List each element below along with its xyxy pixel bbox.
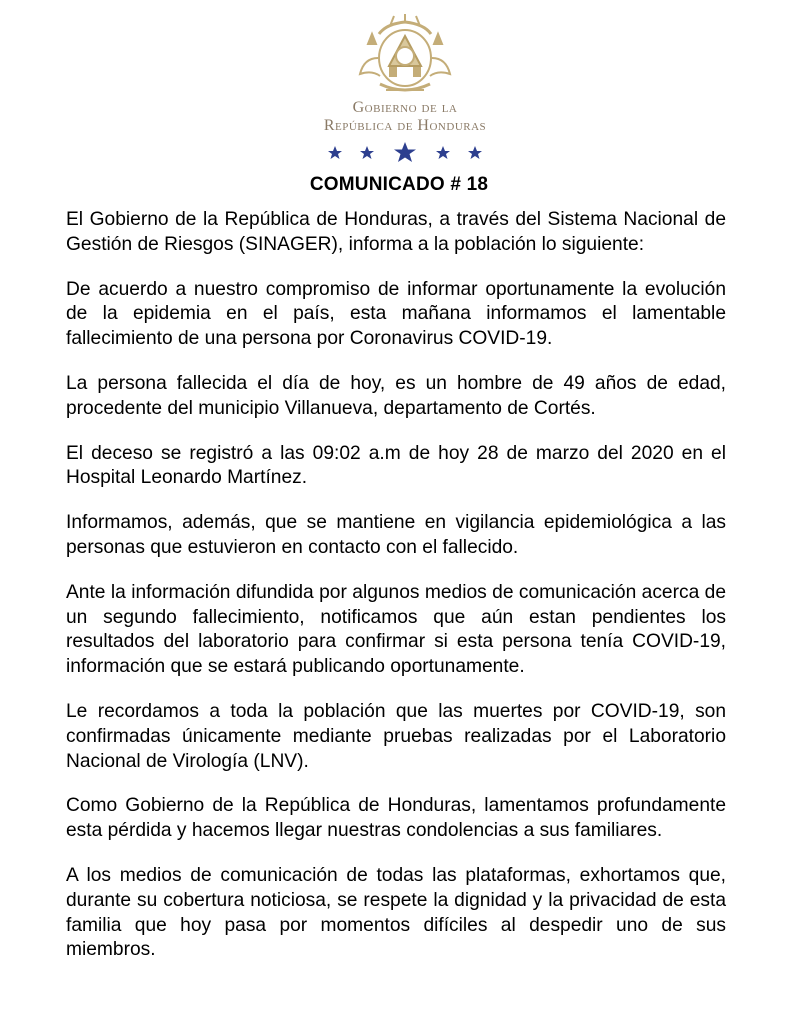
paragraph: Informamos, además, que se mantiene en vigilancia epidemiológica a las personas que estuvieron en contacto con el fallecido.: [66, 512, 726, 558]
paragraph: La persona fallecida el día de hoy, es un hombre de 49 años de edad, procedente del municipio Villanueva, departamento de Cortés.: [66, 372, 726, 419]
document-title: COMUNICADO # 18: [309, 174, 489, 195]
paragraph: Ante la información difundida por algunos medios de comunicación acerca de un segundo fallecimiento, notificamos que aún estan pendientes los resultados del laboratorio para confirmar si esta persona tenía COVID-19, información que se estará publicando oportunamente.: [66, 581, 726, 678]
paragraph: A los medios de comunicación de todas las plataformas, exhortamos que, durante su cobertura noticiosa, se respete la dignidad y la privacidad de esta familia que hoy pasa por momentos difíciles al despedir uno de sus miembros.: [66, 864, 726, 961]
letterhead: [270, 14, 540, 160]
document-body: [66, 208, 726, 983]
government-name: [270, 99, 540, 135]
paragraph: El Gobierno de la República de Honduras, a través del Sistema Nacional de Gestión de Riesgos (SINAGER), informa a la población lo siguiente:: [66, 209, 726, 255]
government-name-line1: Gobierno de la: [352, 99, 458, 116]
five-blue-stars-icon: [325, 141, 485, 163]
paragraph: De acuerdo a nuestro compromiso de informar oportunamente la evolución de la epidemia en el país, esta mañana informamos el lamentable fallecimiento de una persona por Coronavirus COVID-19.: [66, 278, 726, 350]
honduras-coat-of-arms-icon: [350, 14, 460, 98]
paragraph: Como Gobierno de la República de Honduras, lamentamos profundamente esta pérdida y hacemos llegar nuestras condolencias a sus familiares.: [66, 795, 726, 842]
government-name-line2: República de Honduras: [323, 117, 487, 134]
paragraph: Le recordamos a toda la población que las muertes por COVID-19, son confirmadas únicamente mediante pruebas realizadas por el Laboratorio Nacional de Virología (LNV).: [66, 700, 726, 772]
paragraph: El deceso se registró a las 09:02 a.m de hoy 28 de marzo del 2020 en el Hospital Leonardo Martínez.: [66, 442, 726, 489]
